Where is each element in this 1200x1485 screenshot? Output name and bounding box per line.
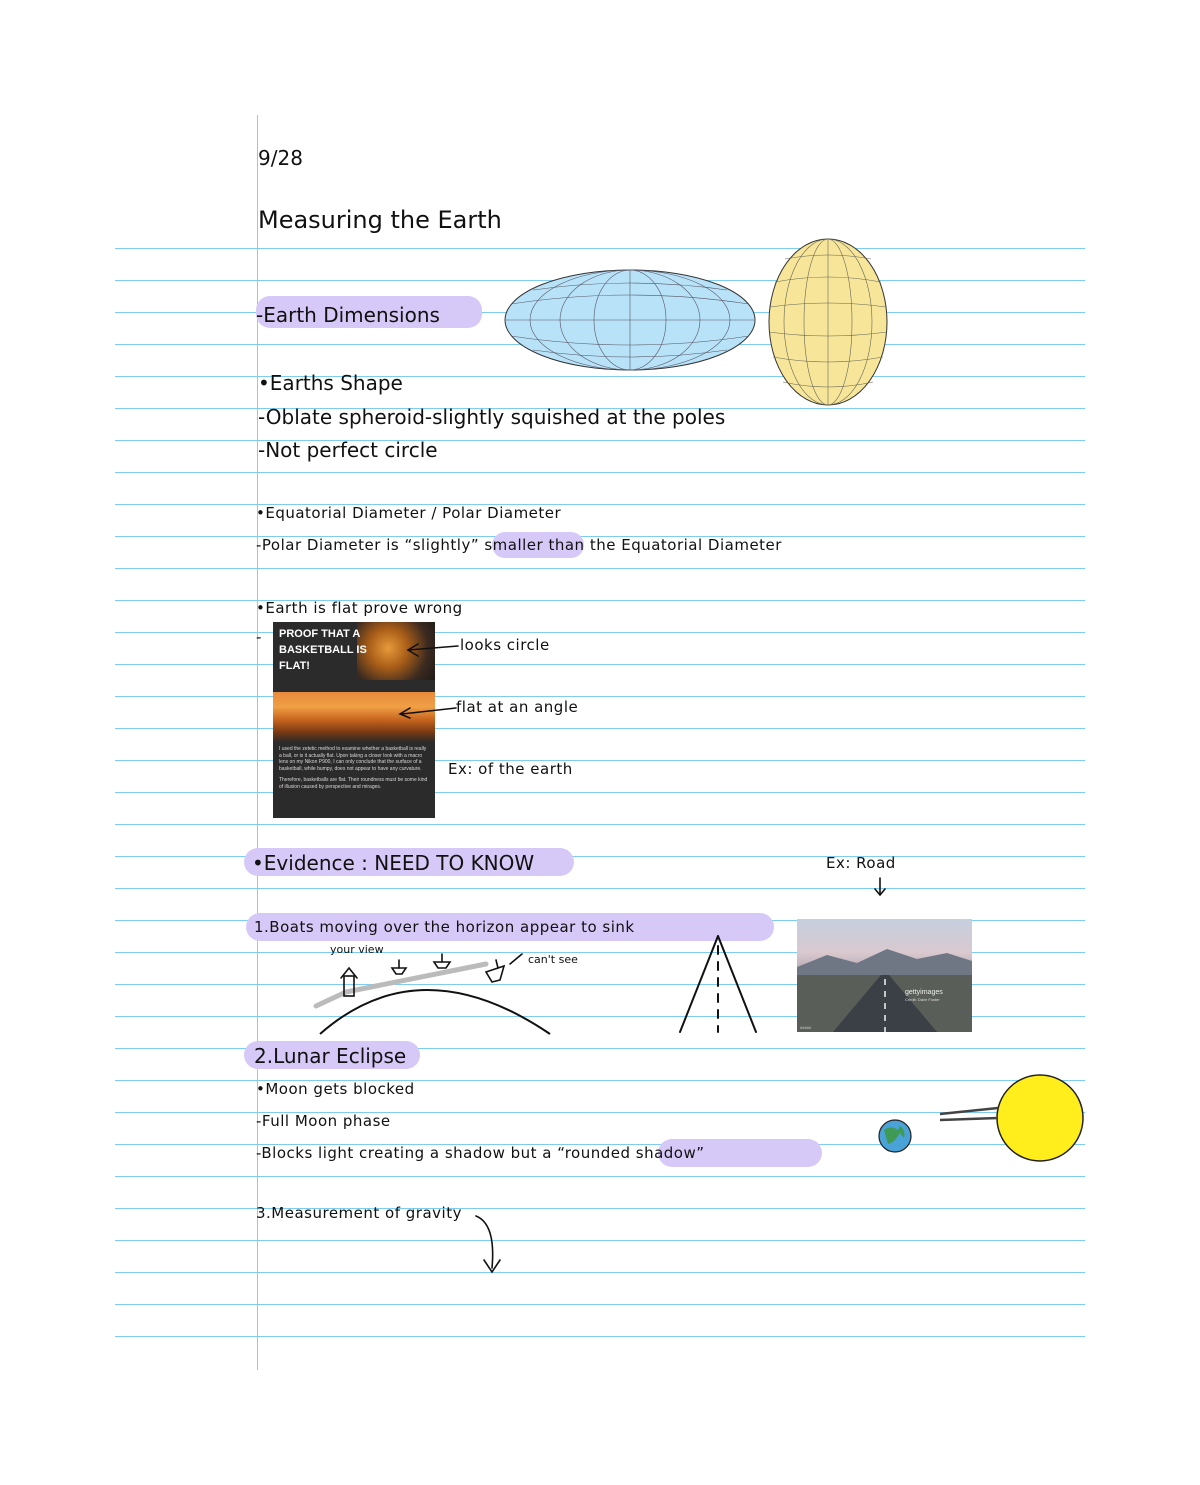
note-looks-circle: looks circle xyxy=(460,636,550,654)
road-photo-id: ##### xyxy=(800,1025,812,1030)
label-cant-see: can't see xyxy=(528,953,578,966)
note-equatorial-polar: •Equatorial Diameter / Polar Diameter xyxy=(256,504,562,522)
rule-line xyxy=(115,696,1085,697)
note-dash: - xyxy=(256,628,262,646)
note-blocks-light: -Blocks light creating a shadow but a “rounded shadow” xyxy=(256,1144,705,1162)
note-date: 9/28 xyxy=(258,146,303,170)
note-ex-road: Ex: Road xyxy=(826,854,896,872)
down-arrow-icon xyxy=(872,876,888,898)
rule-line xyxy=(115,472,1085,473)
label-your-view: your view xyxy=(330,943,384,956)
road-perspective-sketch xyxy=(674,932,764,1036)
boat-horizon-sketch xyxy=(310,948,570,1038)
meme-caption xyxy=(279,746,429,795)
note-full-moon: -Full Moon phase xyxy=(256,1112,391,1130)
rule-line xyxy=(115,248,1085,249)
road-photo-scene xyxy=(797,919,972,1032)
rule-line xyxy=(115,1240,1085,1241)
note-polar-smaller: -Polar Diameter is “slightly” smaller than the Equatorial Diameter xyxy=(256,536,782,554)
meme-caption-1: I used the zetetic method to examine whether a basketball is really a ball, or is it actually flat. Upon taking a closer look with a macro lens on my Nikon P900, I can only conclude that the surface of a basketball, while bumpy, does not appear to have any curvature. xyxy=(279,746,427,772)
sun-earth-sketch xyxy=(872,1072,1088,1168)
road-photo-credit: Credit: Dave Foster xyxy=(905,997,940,1002)
rule-line xyxy=(115,1176,1085,1177)
heading-gravity: 3.Measurement of gravity xyxy=(256,1204,462,1222)
road-photo xyxy=(797,919,972,1032)
rule-line xyxy=(115,728,1085,729)
rule-line xyxy=(115,824,1085,825)
meme-caption-2: Therefore, basketballs are flat. Their roundness must be some kind of illusion caused by perspective and mirages. xyxy=(279,777,428,790)
rule-line xyxy=(115,792,1085,793)
prolate-spheroid-figure xyxy=(767,237,889,407)
heading-boats: 1.Boats moving over the horizon appear to sink xyxy=(254,918,635,936)
note-oblate-spheroid: -Oblate spheroid-slightly squished at the poles xyxy=(258,405,726,429)
rule-line xyxy=(115,760,1085,761)
rule-line xyxy=(115,1336,1085,1337)
rule-line xyxy=(115,1304,1085,1305)
rule-line xyxy=(115,888,1085,889)
note-not-perfect-circle: -Not perfect circle xyxy=(258,438,438,462)
heading-evidence: •Evidence : NEED TO KNOW xyxy=(252,851,535,875)
heading-lunar-eclipse: 2.Lunar Eclipse xyxy=(254,1044,407,1068)
note-flat-angle: flat at an angle xyxy=(456,698,579,716)
road-photo-brand: gettyimages xyxy=(905,989,943,996)
gravity-arrow-icon xyxy=(470,1212,510,1278)
note-moon-blocked: •Moon gets blocked xyxy=(256,1080,415,1098)
note-earth-flat: •Earth is flat prove wrong xyxy=(256,599,463,617)
note-earths-shape: •Earths Shape xyxy=(258,371,403,395)
arrow-lines-sketch xyxy=(390,640,470,720)
meme-title: PROOF THAT A BASKETBALL IS FLAT! xyxy=(279,628,367,672)
note-ex-earth: Ex: of the earth xyxy=(448,760,573,778)
rule-line xyxy=(115,568,1085,569)
rule-line xyxy=(115,664,1085,665)
heading-earth-dimensions: -Earth Dimensions xyxy=(256,303,440,327)
note-title: Measuring the Earth xyxy=(258,206,502,234)
rule-line xyxy=(115,1272,1085,1273)
oblate-spheroid-figure xyxy=(503,268,757,372)
